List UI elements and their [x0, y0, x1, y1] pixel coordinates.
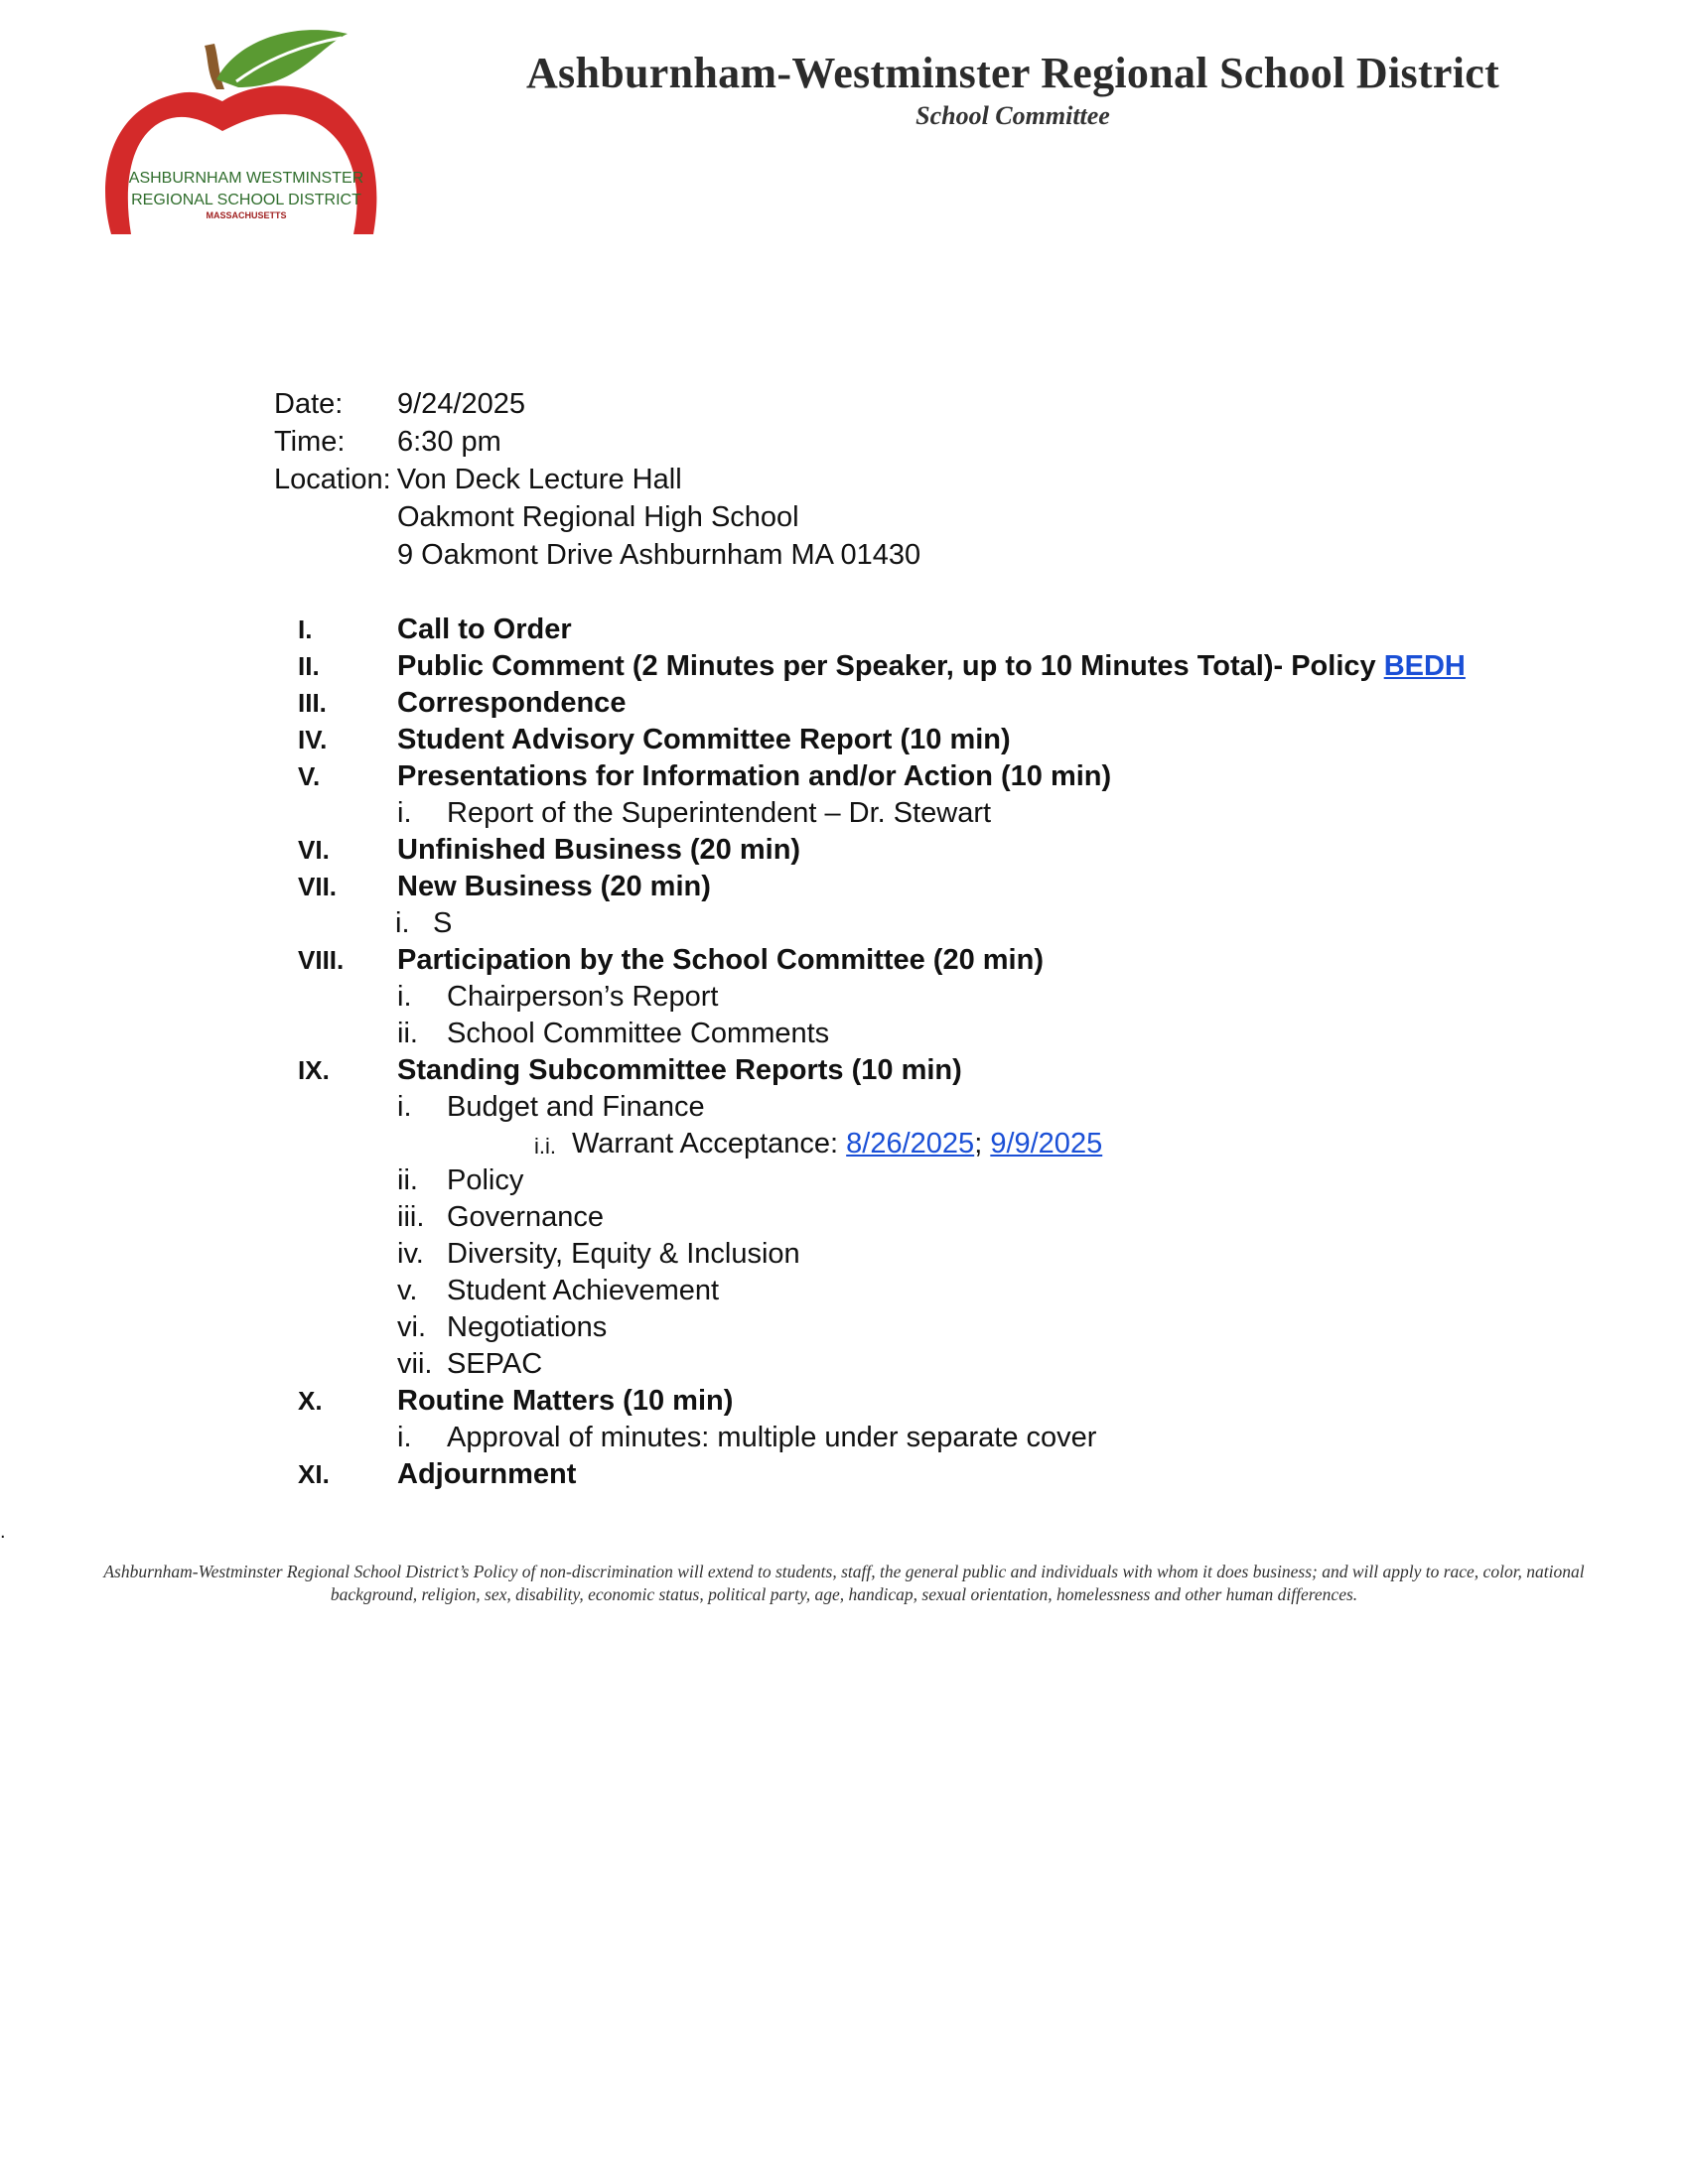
item-number: I. — [298, 614, 313, 644]
item-title: Routine Matters (10 min) — [397, 1385, 734, 1417]
subitem-title: Diversity, Equity & Inclusion — [447, 1238, 800, 1270]
subitem-number: iv. — [397, 1238, 424, 1270]
time-value: 6:30 pm — [397, 426, 501, 458]
item-title: Participation by the School Committee (20 min) — [397, 944, 1044, 976]
item-title: Standing Subcommittee Reports (10 min) — [397, 1054, 962, 1086]
subitem-number: i. — [395, 907, 410, 939]
notice-line2: background, religion, sex, disability, economic status, political party, age, handicap, sexual orientation, homelessness and other human differences. — [330, 1584, 1358, 1604]
footer-mark: . — [0, 1521, 6, 1543]
link-separator: ; — [974, 1128, 991, 1160]
warrant-9-9-2025-link[interactable]: 9/9/2025 — [990, 1128, 1103, 1160]
item-title: Student Advisory Committee Report (10 min) — [397, 724, 1011, 755]
item-number: X. — [298, 1386, 323, 1416]
meeting-location-line2 — [274, 498, 799, 536]
item-title: New Business (20 min) — [397, 871, 711, 902]
time-label: Time: — [274, 426, 346, 458]
policy-bedh-link[interactable]: BEDH — [1383, 650, 1466, 682]
subitem-title: Negotiations — [447, 1311, 608, 1343]
non-discrimination-notice — [8, 1561, 1680, 1606]
subitem-number: i. — [397, 1422, 412, 1453]
warrant-8-26-2025-link[interactable]: 8/26/2025 — [846, 1128, 975, 1160]
subitem-title: SEPAC — [447, 1348, 543, 1380]
item-number: VI. — [298, 835, 330, 865]
district-logo — [99, 28, 407, 236]
meeting-date-row — [274, 385, 525, 423]
subitem-number: i. — [397, 1091, 412, 1123]
subitem-number: vi. — [397, 1311, 426, 1343]
subitem-number: i. — [397, 797, 412, 829]
item-number: III. — [298, 688, 327, 718]
location-line3: 9 Oakmont Drive Ashburnham MA 01430 — [397, 539, 921, 571]
item-number: XI. — [298, 1459, 330, 1489]
subitem-title: Chairperson’s Report — [447, 981, 719, 1013]
subsubitem-title: Warrant Acceptance: — [572, 1128, 847, 1160]
subitem-number: ii. — [397, 1018, 418, 1049]
logo-text-line1: ASHBURNHAM WESTMINSTER — [128, 170, 364, 187]
org-title: Ashburnham-Westminster Regional School District — [525, 49, 1500, 97]
item-title: Adjournment — [397, 1458, 577, 1490]
subitem-number: vii. — [397, 1348, 433, 1380]
date-label: Date: — [274, 388, 344, 420]
item-title: Unfinished Business (20 min) — [397, 834, 801, 866]
location-line1: Von Deck Lecture Hall — [396, 464, 682, 495]
meeting-location-line3 — [274, 536, 920, 574]
item-title: Public Comment (2 Minutes per Speaker, up to 10 Minutes Total)- Policy — [397, 650, 1384, 682]
subitem-title: Student Achievement — [447, 1275, 720, 1306]
org-subtitle: School Committee — [915, 101, 1110, 130]
subitem-title: Budget and Finance — [447, 1091, 705, 1123]
meeting-location-row — [274, 461, 682, 498]
subitem-title: Approval of minutes: multiple under separate cover — [447, 1422, 1097, 1453]
subitem-number: v. — [397, 1275, 418, 1306]
meeting-time-row — [274, 423, 501, 461]
item-title: Call to Order — [397, 614, 572, 645]
subitem-number: i. — [397, 981, 412, 1013]
item-title: Presentations for Information and/or Action (10 min) — [397, 760, 1112, 792]
date-value: 9/24/2025 — [397, 388, 526, 420]
notice-line1: Ashburnham-Westminster Regional School District’s Policy of non-discrimination will extend to students, staff, the general public and individuals with whom it does business; and will apply to race, color, national — [103, 1562, 1585, 1581]
subitem-title: School Committee Comments — [447, 1018, 830, 1049]
subitem-number: ii. — [397, 1164, 418, 1196]
item-title: Correspondence — [397, 687, 627, 719]
subitem-title: Policy — [447, 1164, 524, 1196]
subitem-title: S — [433, 907, 453, 939]
logo-text-line2: REGIONAL SCHOOL DISTRICT — [131, 192, 361, 208]
item-number: II. — [298, 651, 320, 681]
subitem-title: Governance — [447, 1201, 604, 1233]
item-number: VII. — [298, 872, 338, 901]
item-number: V. — [298, 761, 321, 791]
subsubitem-number: i.i. — [534, 1134, 556, 1159]
apple-logo-graphic — [99, 28, 407, 236]
subitem-title: Report of the Superintendent – Dr. Stewart — [447, 797, 992, 829]
subitem-number: iii. — [397, 1201, 425, 1233]
logo-text-line3: MASSACHUSETTS — [206, 210, 287, 220]
item-number: VIII. — [298, 945, 345, 975]
location-line2: Oakmont Regional High School — [397, 501, 799, 533]
item-number: IV. — [298, 725, 328, 754]
location-label: Location: — [274, 464, 391, 495]
item-number: IX. — [298, 1055, 330, 1085]
